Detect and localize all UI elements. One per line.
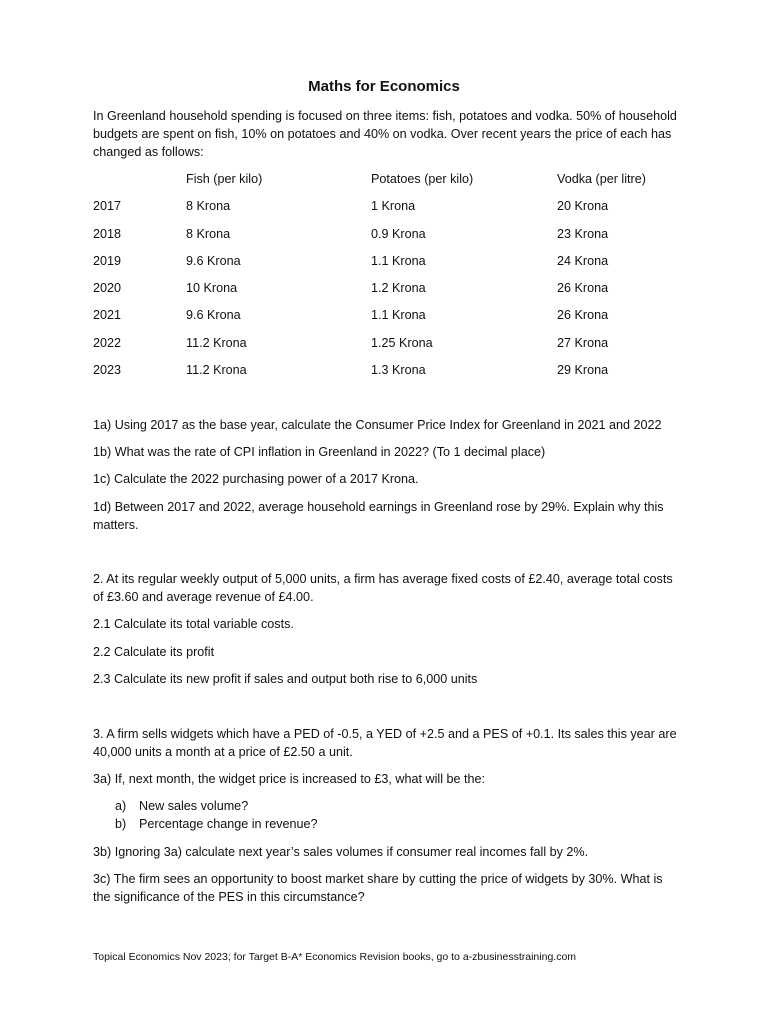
table-cell-potatoes: 1.1 Krona bbox=[371, 308, 426, 322]
question-1c: 1c) Calculate the 2022 purchasing power of a 2017 Krona. bbox=[93, 472, 419, 486]
table-header-fish: Fish (per kilo) bbox=[186, 172, 263, 186]
list-marker: b) bbox=[115, 817, 127, 831]
table-cell-fish: 9.6 Krona bbox=[186, 308, 241, 322]
table-cell-potatoes: 1 Krona bbox=[371, 199, 416, 213]
table-row bbox=[0, 306, 768, 324]
page-title: Maths for Economics bbox=[308, 78, 460, 95]
list-text: Percentage change in revenue? bbox=[139, 817, 318, 831]
table-row bbox=[0, 279, 768, 297]
question-3a: 3a) If, next month, the widget price is increased to £3, what will be the: bbox=[93, 772, 486, 786]
question-1d: 1d) Between 2017 and 2022, average household earnings in Greenland rose by 29%. Explain why this matters. bbox=[93, 500, 664, 532]
question-2-2: 2.2 Calculate its profit bbox=[93, 645, 215, 659]
list-text: New sales volume? bbox=[139, 799, 249, 813]
table-cell-year: 2023 bbox=[93, 363, 122, 377]
question-3b: 3b) Ignoring 3a) calculate next year’s sales volumes if consumer real incomes fall by 2%. bbox=[93, 845, 589, 859]
table-row bbox=[0, 225, 768, 243]
question-2-3: 2.3 Calculate its new profit if sales and output both rise to 6,000 units bbox=[93, 672, 478, 686]
table-cell-year: 2020 bbox=[93, 281, 122, 295]
page-footer: Topical Economics Nov 2023; for Target B-A* Economics Revision books, go to a-zbusinesstraining.com bbox=[93, 951, 577, 963]
table-cell-vodka: 26 Krona bbox=[557, 281, 609, 295]
table-cell-fish: 11.2 Krona bbox=[186, 363, 247, 377]
list-marker: a) bbox=[115, 799, 127, 813]
table-row bbox=[0, 361, 768, 379]
table-row bbox=[0, 334, 768, 352]
list-item bbox=[0, 815, 768, 833]
list-item bbox=[0, 797, 768, 815]
table-header-vodka: Vodka (per litre) bbox=[557, 172, 646, 186]
table-cell-year: 2021 bbox=[93, 308, 122, 322]
table-cell-fish: 8 Krona bbox=[186, 199, 231, 213]
table-header-row bbox=[0, 170, 768, 188]
table-cell-fish: 8 Krona bbox=[186, 227, 231, 241]
table-cell-year: 2018 bbox=[93, 227, 122, 241]
table-cell-vodka: 20 Krona bbox=[557, 199, 609, 213]
table-cell-potatoes: 0.9 Krona bbox=[371, 227, 426, 241]
table-cell-fish: 9.6 Krona bbox=[186, 254, 241, 268]
question-2-intro: 2. At its regular weekly output of 5,000 units, a firm has average fixed costs of £2.40, average total costs of £3.60 and average revenue of £4.00. bbox=[93, 572, 673, 604]
intro-paragraph: In Greenland household spending is focused on three items: fish, potatoes and vodka. 50% of household budgets are spent on fish, 10% on potatoes and 40% on vodka. Over recent years the price of each has changed as follows: bbox=[93, 109, 677, 159]
table-row bbox=[0, 197, 768, 215]
table-cell-fish: 11.2 Krona bbox=[186, 336, 247, 350]
table-cell-potatoes: 1.2 Krona bbox=[371, 281, 426, 295]
table-cell-potatoes: 1.3 Krona bbox=[371, 363, 426, 377]
table-cell-vodka: 26 Krona bbox=[557, 308, 609, 322]
table-cell-vodka: 24 Krona bbox=[557, 254, 609, 268]
question-3c: 3c) The firm sees an opportunity to boost market share by cutting the price of widgets by 30%. What is the significance of the PES in this circumstance? bbox=[93, 872, 663, 904]
table-cell-potatoes: 1.1 Krona bbox=[371, 254, 426, 268]
table-cell-vodka: 23 Krona bbox=[557, 227, 609, 241]
question-1a: 1a) Using 2017 as the base year, calculate the Consumer Price Index for Greenland in 2021 and 2022 bbox=[93, 418, 662, 432]
question-1b: 1b) What was the rate of CPI inflation in Greenland in 2022? (To 1 decimal place) bbox=[93, 445, 546, 459]
table-row bbox=[0, 252, 768, 270]
question-3-intro: 3. A firm sells widgets which have a PED of -0.5, a YED of +2.5 and a PES of +0.1. Its sales this year are 40,000 units a month at a price of £2.50 a unit. bbox=[93, 727, 677, 759]
table-cell-year: 2022 bbox=[93, 336, 122, 350]
table-cell-fish: 10 Krona bbox=[186, 281, 238, 295]
table-cell-vodka: 29 Krona bbox=[557, 363, 609, 377]
table-cell-potatoes: 1.25 Krona bbox=[371, 336, 433, 350]
table-cell-year: 2019 bbox=[93, 254, 122, 268]
table-header-potatoes: Potatoes (per kilo) bbox=[371, 172, 474, 186]
table-cell-year: 2017 bbox=[93, 199, 122, 213]
question-2-1: 2.1 Calculate its total variable costs. bbox=[93, 617, 294, 631]
table-cell-vodka: 27 Krona bbox=[557, 336, 609, 350]
